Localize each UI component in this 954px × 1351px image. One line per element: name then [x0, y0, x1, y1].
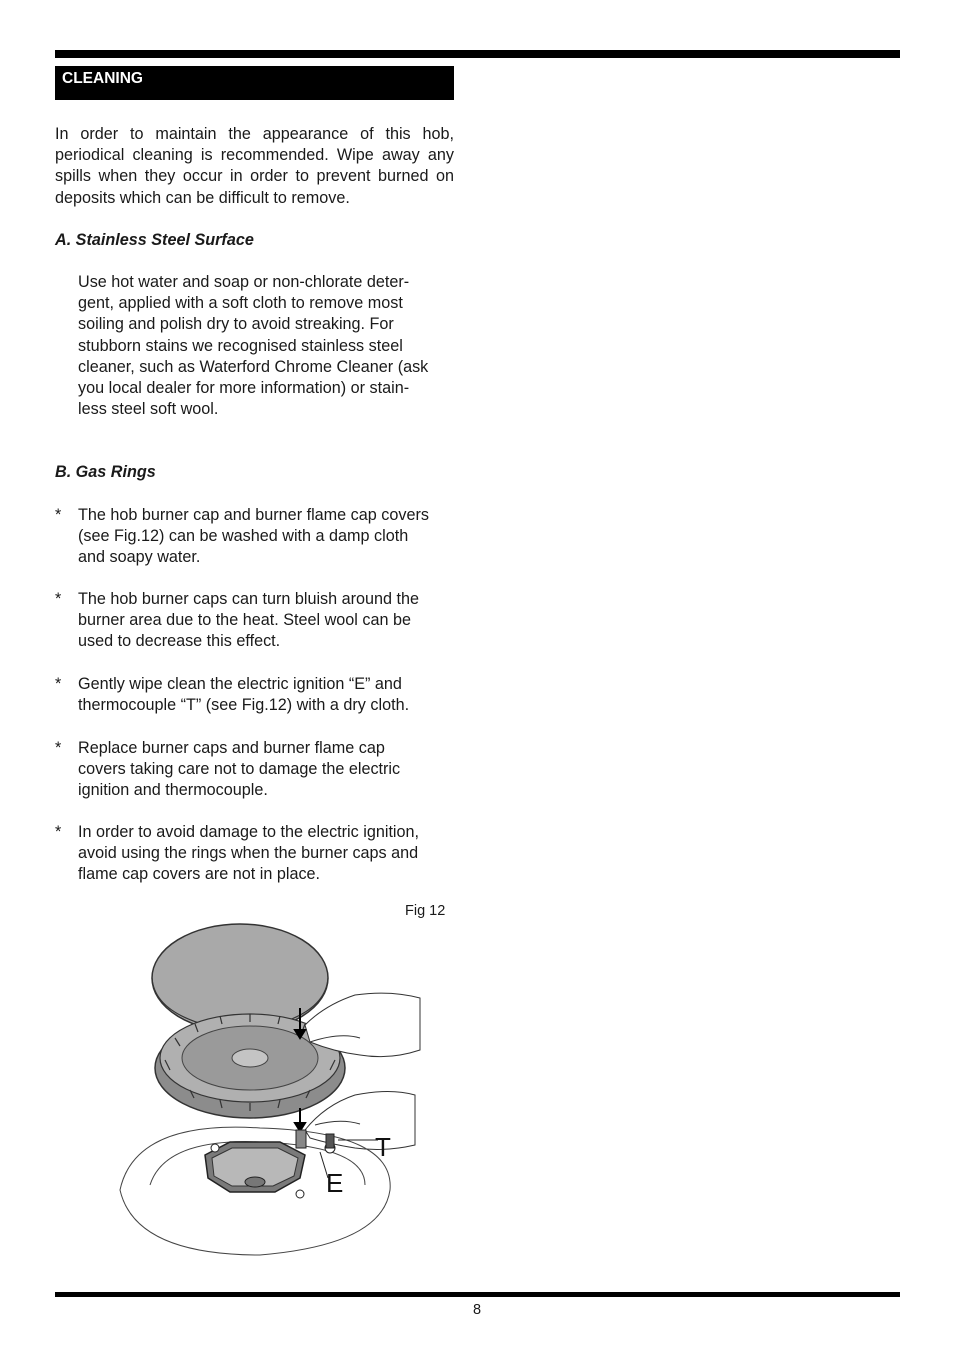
text-line: (see Fig.12) can be washed with a damp cloth — [78, 527, 409, 546]
text-line: and soapy water. — [78, 548, 201, 567]
text-line: Gently wipe clean the electric ignition “E” and — [78, 675, 402, 693]
text-line: avoid using the rings when the burner caps and — [78, 844, 419, 863]
text-line: burner area due to the heat. Steel wool can be — [78, 611, 411, 630]
bullet-marker: * — [55, 823, 62, 841]
text-line: you local dealer for more information) or stain- — [78, 379, 410, 398]
text-line: The hob burner cap and burner flame cap covers — [78, 506, 429, 524]
bullet-marker: * — [55, 590, 62, 608]
page-number: 8 — [472, 1302, 482, 1318]
text-line: cleaner, such as Waterford Chrome Cleaner (ask — [78, 357, 429, 376]
bullet-marker: * — [55, 739, 62, 757]
heading-stainless-steel: A. Stainless Steel Surface — [55, 231, 254, 249]
figure-caption: Fig 12 — [405, 903, 446, 919]
label-t: T — [375, 1132, 391, 1162]
text-line: In order to avoid damage to the electric ignition, — [78, 823, 420, 841]
top-rule — [55, 50, 900, 58]
bullet-marker: * — [55, 675, 62, 693]
text-line: ignition and thermocouple. — [78, 781, 268, 800]
bullet-marker: * — [55, 506, 62, 524]
text-line: soiling and polish dry to avoid streaking. For — [78, 315, 394, 334]
heading-gas-rings: B. Gas Rings — [55, 463, 156, 481]
label-e: E — [326, 1168, 344, 1198]
text-line: less steel soft wool. — [78, 400, 219, 419]
burner-body — [205, 1142, 305, 1198]
bottom-rule — [55, 1292, 900, 1297]
text-line: Replace burner caps and burner flame cap — [78, 739, 385, 757]
text-line: thermocouple “T” (see Fig.12) with a dry cloth. — [78, 696, 410, 715]
text-line: flame cap covers are not in place. — [78, 865, 321, 884]
text-line: stubborn stains we recognised stainless steel — [78, 336, 403, 355]
text-line: covers taking care not to damage the electric — [78, 760, 401, 779]
text-line: Use hot water and soap or non-chlorate deter- — [78, 273, 410, 291]
burner-figure — [110, 920, 430, 1265]
section-title: CLEANING — [55, 66, 454, 100]
text-line: used to decrease this effect. — [78, 632, 281, 651]
intro-paragraph: In order to maintain the appearance of this hob, periodical cleaning is recommended. Wipe away any spills when they occur in order to prevent burned on deposits which can be difficult to remove. — [55, 125, 454, 207]
stainless-steel-paragraph — [78, 272, 454, 420]
text-line: gent, applied with a soft cloth to remove most — [78, 294, 403, 313]
text-line: The hob burner caps can turn bluish around the — [78, 590, 420, 608]
